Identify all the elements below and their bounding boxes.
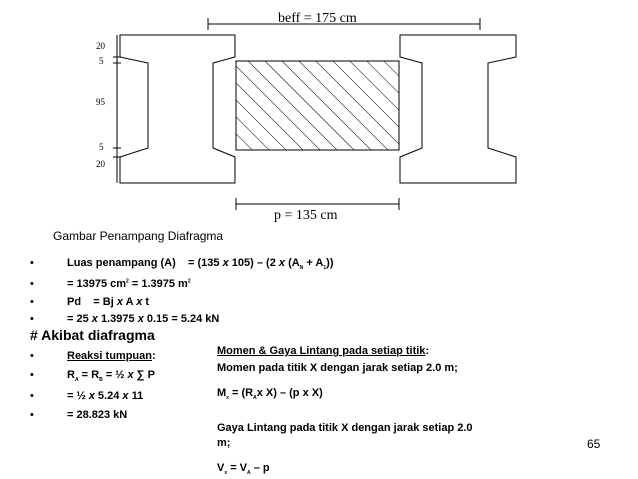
dim-label-3: 5 — [99, 142, 104, 152]
reaction-calc-line: = ½ x 5.24 x 11 — [67, 390, 144, 402]
bullet-5: • — [30, 350, 34, 362]
bullet-8: • — [30, 409, 34, 421]
dim-label-4: 20 — [96, 159, 105, 169]
pd-result-line: = 25 x 1.3975 x 0.15 = 5.24 kN — [67, 313, 220, 325]
bottom-dimension-label: p = 135 cm — [274, 208, 338, 223]
bullet-7: • — [30, 390, 34, 402]
reaksi-tumpuan-line: Reaksi tumpuan: — [67, 350, 156, 362]
luas-penampang-line: Luas penampang (A) = (135 x 105) – (2 x $(A_N + A_1)$) — [67, 257, 334, 272]
bullet-6: • — [30, 369, 34, 381]
page-number: 65 — [587, 437, 601, 451]
moment-shear-title: Momen & Gaya Lintang pada setiap titik: — [217, 345, 430, 357]
dim-label-2: 95 — [96, 97, 105, 107]
reaction-result-line: = 28.823 kN — [67, 409, 128, 421]
dim-label-1: 5 — [99, 56, 104, 66]
area-result-line: = 13975 $cm^2 = 1.3975$ $m^2$ — [67, 278, 191, 290]
dim-label-0: 20 — [96, 41, 105, 51]
left-girder-shape — [120, 35, 235, 183]
section-heading: # Akibat diafragma — [30, 327, 155, 343]
top-dimension-label: beff = 175 cm — [278, 11, 357, 26]
bullet-3: • — [30, 296, 34, 308]
reaction-formula-line: $R_A = R_B$ = ½ x ∑ P — [67, 369, 155, 384]
diaphragm-hatched — [236, 61, 399, 150]
moment-formula: $M_x = (R_Ax$ X) – (p x X) — [217, 387, 323, 402]
shear-description-cont: m; — [217, 437, 231, 449]
bullet-1: • — [30, 257, 34, 269]
moment-description: Momen pada titik X dengan jarak setiap 2.0 m; — [217, 362, 458, 374]
bullet-2: • — [30, 278, 34, 290]
shear-formula: $V_x = V_A - p$ — [217, 462, 270, 477]
pd-formula-line: Pd = Bj x A x t — [67, 296, 150, 308]
bullet-4: • — [30, 313, 34, 325]
right-girder-shape — [400, 35, 516, 183]
shear-description: Gaya Lintang pada titik X dengan jarak setiap 2.0 — [217, 422, 473, 434]
figure-caption: Gambar Penampang Diafragma — [53, 229, 224, 243]
